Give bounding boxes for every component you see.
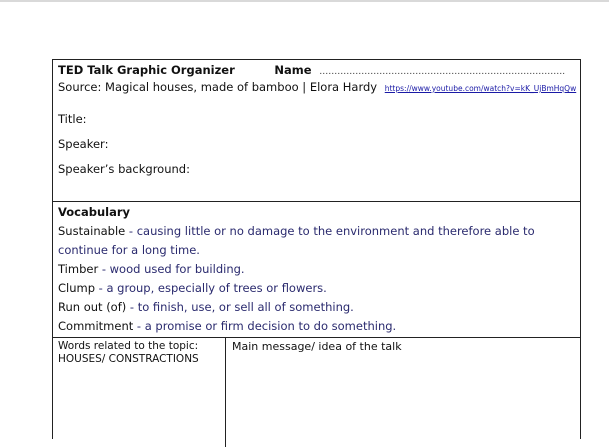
source-line (58, 80, 576, 96)
vocab-definition: - a promise or firm decision to do something. (133, 319, 397, 333)
vocab-term: Clump (58, 281, 96, 295)
source-label: Source: Magical houses, made of bamboo | Elora Hardy (58, 80, 378, 94)
words-related-label: Words related to the topic: (58, 340, 199, 352)
vocab-item (58, 224, 535, 238)
vocab-term: Commitment (58, 319, 134, 333)
vocab-definition: - wood used for building. (98, 262, 245, 276)
vocab-item (58, 262, 245, 276)
speaker-background-field: Speaker’s background: (58, 162, 190, 176)
top-border (0, 0, 609, 2)
column-divider (225, 337, 226, 447)
title-field: Title: (58, 112, 87, 126)
organizer-table (52, 59, 581, 439)
vocab-term: Run out (of) (58, 300, 127, 314)
vocab-item (58, 319, 396, 333)
header-section (53, 60, 580, 202)
name-label: Name (274, 63, 312, 77)
vocabulary-section (53, 201, 580, 338)
topic-label: HOUSES/ CONSTRACTIONS (58, 353, 199, 365)
main-message-label[interactable]: Main message/ idea of the talk (232, 340, 402, 353)
vocab-term: Timber (58, 262, 99, 276)
vocabulary-heading: Vocabulary (58, 205, 131, 219)
vocab-definition: - to finish, use, or sell all of something. (126, 300, 354, 314)
vocab-term: Sustainable (58, 224, 126, 238)
vocab-definition: - a group, especially of trees or flowers. (95, 281, 327, 295)
notes-section (53, 337, 580, 447)
vocab-item (58, 281, 327, 295)
vocab-definition: continue for a long time. (58, 243, 200, 257)
vocab-item (58, 243, 200, 257)
words-related-cell[interactable] (58, 340, 199, 366)
vocab-definition: - causing little or no damage to the environment and therefore able to (125, 224, 535, 238)
name-blank[interactable]: ………………………………………………………………………. (319, 67, 566, 77)
vocab-item (58, 300, 354, 314)
organizer-title: TED Talk Graphic Organizer (58, 63, 235, 77)
title-line (58, 63, 565, 79)
speaker-field: Speaker: (58, 137, 109, 151)
source-link[interactable]: https://www.youtube.com/watch?v=kK_UjBmHqQw (384, 84, 577, 93)
